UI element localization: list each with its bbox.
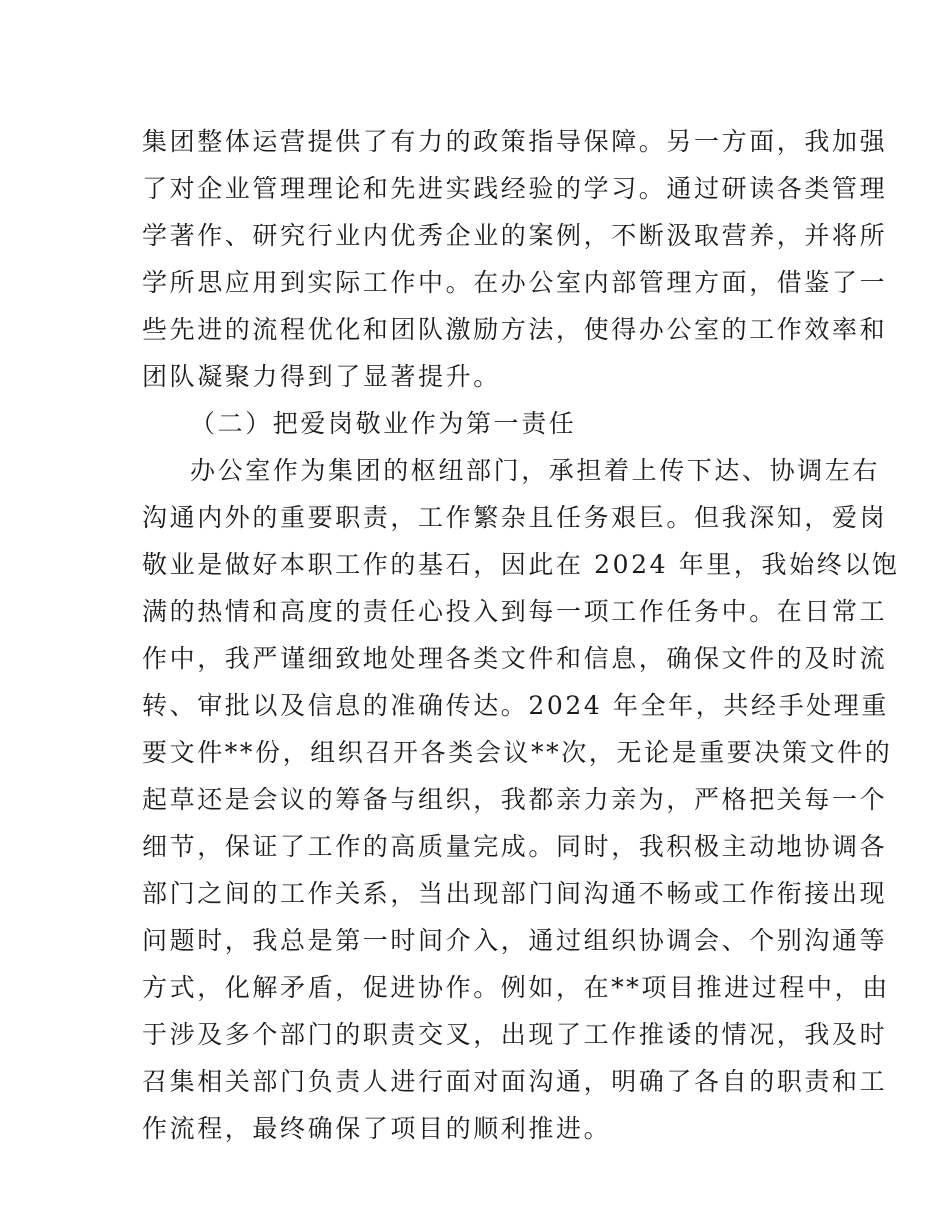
paragraph-line: 学所思应用到实际工作中。在办公室内部管理方面，借鉴了一 — [142, 268, 888, 297]
paragraph-line: 办公室作为集团的枢纽部门，承担着上传下达、协调左右 — [190, 456, 881, 485]
paragraph-line: 转、审批以及信息的准确传达。2024 年全年，共经手处理重 — [142, 691, 889, 720]
paragraph-line: 方式，化解矛盾，促进协作。例如，在**项目推进过程中，由 — [142, 973, 890, 1002]
paragraph-line: 沟通内外的重要职责，工作繁杂且任务艰巨。但我深知，爱岗 — [142, 503, 888, 532]
paragraph-line: 集团整体运营提供了有力的政策指导保障。另一方面，我加强 — [142, 127, 888, 156]
paragraph-line: 作中，我严谨细致地处理各类文件和信息，确保文件的及时流 — [142, 644, 888, 673]
section-heading: （二）把爱岗敬业作为第一责任 — [190, 409, 577, 438]
paragraph-line: 了对企业管理理论和先进实践经验的学习。通过研读各类管理 — [142, 174, 888, 203]
paragraph-line: 问题时，我总是第一时间介入，通过组织协调会、个别沟通等 — [142, 926, 888, 955]
paragraph-line: 满的热情和高度的责任心投入到每一项工作任务中。在日常工 — [142, 597, 888, 626]
paragraph-line: 些先进的流程优化和团队激励方法，使得办公室的工作效率和 — [142, 315, 888, 344]
paragraph-line: 敬业是做好本职工作的基石，因此在 2024 年里，我始终以饱 — [142, 550, 900, 579]
paragraph-line: 部门之间的工作关系，当出现部门间沟通不畅或工作衔接出现 — [142, 879, 888, 908]
paragraph-line: 细节，保证了工作的高质量完成。同时，我积极主动地协调各 — [142, 832, 888, 861]
paragraph-line: 作流程，最终确保了项目的顺利推进。 — [142, 1114, 612, 1143]
paragraph-line: 学著作、研究行业内优秀企业的案例，不断汲取营养，并将所 — [142, 221, 888, 250]
paragraph-line: 起草还是会议的筹备与组织，我都亲力亲为，严格把关每一个 — [142, 785, 888, 814]
paragraph-line: 于涉及多个部门的职责交叉，出现了工作推诿的情况，我及时 — [142, 1020, 888, 1049]
paragraph-line: 召集相关部门负责人进行面对面沟通，明确了各自的职责和工 — [142, 1067, 888, 1096]
paragraph-line: 要文件**份，组织召开各类会议**次，无论是重要决策文件的 — [142, 738, 893, 767]
paragraph-line: 团队凝聚力得到了显著提升。 — [142, 362, 501, 391]
